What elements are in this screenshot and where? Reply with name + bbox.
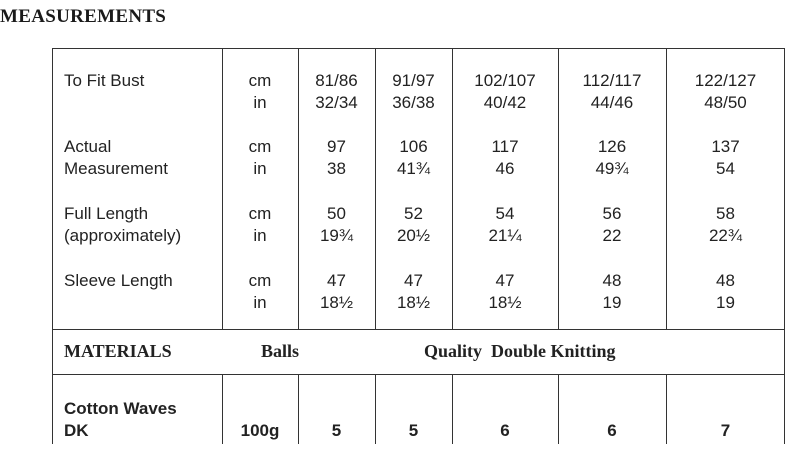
measurement-value: 47 (327, 271, 346, 290)
row-label: Actual (64, 137, 112, 156)
measurement-value: 47 (495, 271, 515, 290)
unit-label: cm (248, 137, 272, 156)
measurement-value: 122/127 (694, 71, 757, 90)
quality-label: Quality Double Knitting (424, 341, 616, 361)
row-label: Measurement (64, 159, 168, 178)
measurement-value: 19 (716, 293, 735, 312)
measurement-value: 20½ (396, 226, 431, 245)
measurement-value: 46 (495, 159, 515, 178)
measurement-value: 36/38 (392, 93, 435, 112)
unit-label: cm (248, 271, 272, 290)
measurement-value: 91/97 (392, 71, 435, 90)
measurement-value: 41¾ (396, 159, 431, 178)
measurement-value: 106 (399, 137, 428, 156)
row-label: To Fit Bust (64, 71, 145, 90)
measurement-value: 54 (716, 159, 735, 178)
measurement-value: 22¾ (708, 226, 743, 245)
table-divider-materials-top (52, 329, 785, 330)
row-label: Sleeve Length (64, 271, 173, 290)
unit-label: in (253, 226, 267, 245)
ball-count: 7 (720, 421, 731, 440)
measurement-value: 22 (602, 226, 622, 245)
measurement-value: 126 (597, 137, 627, 156)
table-divider-materials-bottom (52, 374, 785, 375)
unit-label: in (253, 293, 267, 312)
measurement-value: 52 (404, 204, 423, 223)
row-label: Full Length (64, 204, 149, 223)
measurement-value: 117 (491, 137, 519, 156)
measurement-value: 48 (716, 271, 735, 290)
measurement-value: 40/42 (483, 93, 527, 112)
measurement-value: 18½ (319, 293, 354, 312)
table-border-left (52, 48, 53, 444)
measurement-value: 18½ (396, 293, 431, 312)
measurement-value: 21¼ (488, 226, 522, 245)
measurement-value: 102/107 (474, 71, 536, 90)
measurement-value: 50 (327, 204, 346, 223)
yarn-name: DK (64, 421, 89, 440)
measurement-value: 97 (327, 137, 346, 156)
table-border-top (52, 48, 785, 49)
measurement-value: 54 (495, 204, 515, 223)
yarn-weight: 100g (240, 421, 280, 440)
yarn-name: Cotton Waves (64, 399, 177, 418)
measurements-table (52, 48, 785, 444)
unit-label: cm (248, 71, 272, 90)
measurement-value: 48/50 (704, 93, 747, 112)
measurement-value: 47 (404, 271, 423, 290)
measurement-value: 48 (602, 271, 622, 290)
measurement-value: 32/34 (315, 93, 358, 112)
section-title: MEASUREMENTS (0, 6, 167, 27)
measurement-value: 49¾ (595, 159, 629, 178)
ball-count: 6 (607, 421, 617, 440)
materials-label: MATERIALS (64, 341, 172, 361)
ball-count: 5 (331, 421, 342, 440)
unit-label: in (253, 93, 267, 112)
unit-label: in (253, 159, 267, 178)
unit-label: cm (248, 204, 272, 223)
measurement-value: 81/86 (315, 71, 358, 90)
row-label: (approximately) (64, 226, 182, 245)
measurement-value: 137 (711, 137, 740, 156)
measurement-value: 19 (602, 293, 622, 312)
measurement-value: 56 (602, 204, 622, 223)
measurement-value: 38 (327, 159, 346, 178)
ball-count: 5 (408, 421, 419, 440)
balls-label: Balls (260, 341, 299, 361)
ball-count: 6 (500, 421, 510, 440)
measurement-value: 18½ (488, 293, 522, 312)
measurement-value: 58 (716, 204, 735, 223)
measurement-value: 19¾ (319, 226, 354, 245)
measurement-value: 44/46 (590, 93, 634, 112)
measurement-value: 112/117 (582, 71, 642, 90)
